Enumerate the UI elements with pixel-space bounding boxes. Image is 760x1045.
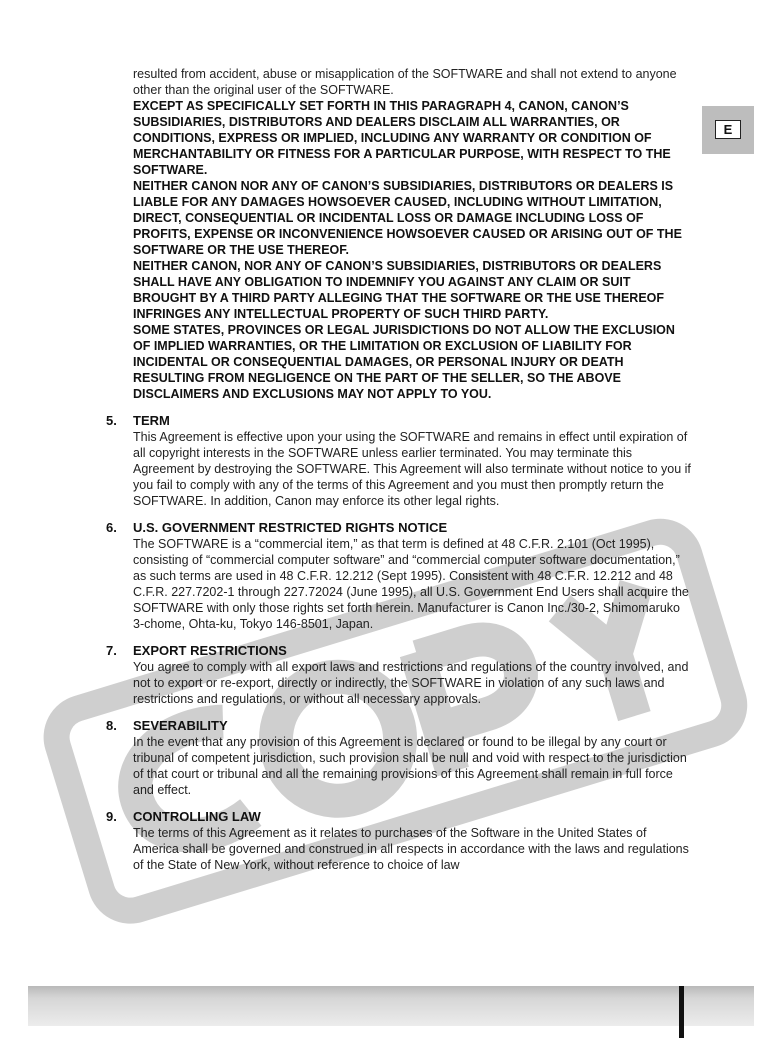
section-body: The SOFTWARE is a “commercial item,” as that term is defined at 48 C.F.R. 2.101 (Oct 1995), consisting of “commercial computer software” and “commercial computer software documentation,” as such terms are used in 48 C.F.R. 12.212 (Sept 1995). Consistent with 48 C.F.R. 12.212 and 48 C.F.R. 227.7202-1 through 227.72024 (June 1995), all U.S. Government End Users shall acquire the SOFTWARE with only those rights set forth herein. Manufacturer is Canon Inc./30-2, Shimomaruko 3-chome, Ohta-ku, Tokyo 146-8501, Japan. xyxy=(133,537,689,631)
section-title: TERM xyxy=(133,413,170,428)
disclaimer-paragraph: SOME STATES, PROVINCES OR LEGAL JURISDICTIONS DO NOT ALLOW THE EXCLUSION OF IMPLIED WARRANTIES, OR THE LIMITATION OR EXCLUSION OF LIABILITY FOR INCIDENTAL OR CONSEQUENTIAL DAMAGES, OR PERSONAL INJURY OR DEATH RESULTING FROM NEGLIGENCE ON THE PART OF THE SELLER, SO THE ABOVE DISCLAIMERS AND EXCLUSIONS MAY NOT APPLY TO YOU. xyxy=(133,323,675,401)
section-title: U.S. GOVERNMENT RESTRICTED RIGHTS NOTICE xyxy=(133,520,448,535)
section-body: The terms of this Agreement as it relates to purchases of the Software in the United States of America shall be governed and construed in all respects in accordance with the laws and regulations of the State of New York, without reference to choice of law xyxy=(133,826,689,872)
section-number: 6. xyxy=(106,520,117,535)
section-title: CONTROLLING LAW xyxy=(133,809,261,824)
section-body: You agree to comply with all export laws and restrictions and regulations of the country involved, and not to export or re-export, directly or indirectly, the SOFTWARE in violation of any such laws and restrictions and regulations, or without all necessary approvals. xyxy=(133,660,689,706)
section xyxy=(0,643,760,707)
section xyxy=(0,520,760,632)
language-tab-label: E xyxy=(715,120,741,139)
body-paragraph: resulted from accident, abuse or misapplication of the SOFTWARE and shall not extend to anyone other than the original user of the SOFTWARE. xyxy=(133,67,677,97)
disclaimer-paragraph: EXCEPT AS SPECIFICALLY SET FORTH IN THIS PARAGRAPH 4, CANON, CANON’S SUBSIDIARIES, DISTRIBUTORS AND DEALERS DISCLAIM ALL WARRANTIES, OR CONDITIONS, EXPRESS OR IMPLIED, INCLUDING ANY WARRANTY OR CONDITION OF MERCHANTABILITY OR FITNESS FOR A PARTICULAR PURPOSE, WITH RESPECT TO THE SOFTWARE. xyxy=(133,99,671,177)
section-number: 7. xyxy=(106,643,117,658)
page-edge-marker xyxy=(679,986,684,1038)
section-title: EXPORT RESTRICTIONS xyxy=(133,643,287,658)
section-number: 9. xyxy=(106,809,117,824)
section-number: 8. xyxy=(106,718,117,733)
warranty-disclaimer xyxy=(0,66,760,402)
section-title: SEVERABILITY xyxy=(133,718,228,733)
section-body: In the event that any provision of this Agreement is declared or found to be illegal by any court or tribunal of competent jurisdiction, such provision shall be null and void with respect to the jurisdiction of that court or tribunal and all the remaining provisions of this Agreement shall remain in full force and effect. xyxy=(133,735,687,797)
section xyxy=(0,809,760,873)
disclaimer-paragraph: NEITHER CANON NOR ANY OF CANON’S SUBSIDIARIES, DISTRIBUTORS OR DEALERS IS LIABLE FOR ANY DAMAGES HOWSOEVER CAUSED, INCLUDING WITHOUT LIMITATION, DIRECT, CONSEQUENTIAL OR INCIDENTAL LOSS OR DAMAGE INCLUDING LOSS OF PROFITS, EXPENSE OR INCONVENIENCE HOWSOEVER CAUSED OR ARISING OUT OF THE SOFTWARE OR THE USE THEREOF. xyxy=(133,179,682,257)
section xyxy=(0,413,760,509)
section-body: This Agreement is effective upon your using the SOFTWARE and remains in effect until expiration of all copyright interests in the SOFTWARE unless earlier terminated. You may terminate this Agreement by destroying the SOFTWARE. This Agreement will also terminate without notice to you if you fail to comply with any of the terms of this Agreement and you must then promptly return the SOFTWARE. In addition, Canon may enforce its other legal rights. xyxy=(133,430,691,508)
disclaimer-paragraph: NEITHER CANON, NOR ANY OF CANON’S SUBSIDIARIES, DISTRIBUTORS OR DEALERS SHALL HAVE ANY OBLIGATION TO INDEMNIFY YOU AGAINST ANY CLAIM OR SUIT BROUGHT BY A THIRD PARTY ALLEGING THAT THE SOFTWARE OR THE USE THEREOF INFRINGES ANY INTELLECTUAL PROPERTY OF SUCH THIRD PARTY. xyxy=(133,259,665,321)
section-number: 5. xyxy=(106,413,117,428)
agreement-content xyxy=(0,66,760,873)
language-tab xyxy=(702,106,754,154)
footer-bar xyxy=(28,986,754,1026)
agreement-sections xyxy=(0,413,760,873)
section xyxy=(0,718,760,798)
